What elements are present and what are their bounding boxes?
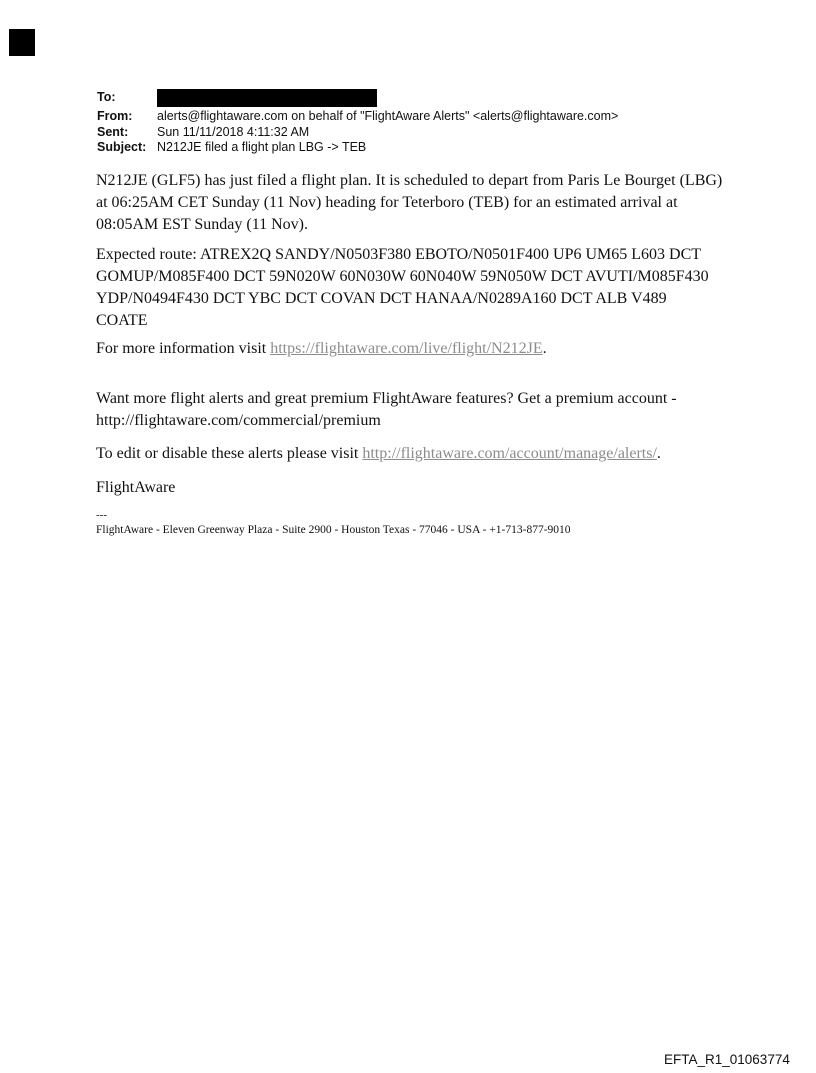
redaction-artifact-mark	[9, 29, 35, 56]
header-row-to	[97, 90, 618, 109]
header-row-sent	[97, 125, 618, 141]
more-info-period: .	[542, 340, 547, 357]
flight-plan-line: 08:05AM EST Sunday (11 Nov).	[96, 216, 308, 233]
premium-offer-line: http://flightaware.com/commercial/premium	[96, 412, 381, 429]
company-address-footer: FlightAware - Eleven Greenway Plaza - Suite 2900 - Houston Texas - 77046 - USA - +1-713-877-9010	[96, 524, 571, 536]
flight-plan-paragraph	[96, 170, 776, 236]
more-info-text: For more information visit	[96, 340, 271, 357]
manage-alerts-period: .	[656, 445, 661, 462]
manage-alerts-link[interactable]: http://flightaware.com/account/manage/alerts/	[362, 445, 657, 462]
flight-plan-line: N212JE (GLF5) has just filed a flight plan. It is scheduled to depart from Paris Le Bourget (LBG)	[96, 172, 723, 189]
from-value: alerts@flightaware.com on behalf of "FlightAware Alerts" <alerts@flightaware.com>	[157, 109, 619, 123]
route-line: GOMUP/M085F400 DCT 59N020W 60N030W 60N040W 59N050W DCT AVUTI/M085F430	[96, 268, 709, 285]
email-body	[96, 170, 776, 537]
route-line: COATE	[96, 312, 148, 329]
flight-tracking-link[interactable]: https://flightaware.com/live/flight/N212JE	[270, 340, 543, 357]
manage-alerts-text: To edit or disable these alerts please visit	[96, 445, 363, 462]
email-header	[97, 90, 618, 156]
sent-value: Sun 11/11/2018 4:11:32 AM	[157, 124, 310, 139]
from-label: From:	[97, 109, 133, 123]
expected-route-paragraph	[96, 244, 776, 332]
subject-value: N212JE filed a flight plan LBG -> TEB	[157, 140, 367, 154]
sent-label: Sent:	[97, 124, 129, 139]
signature: FlightAware	[96, 479, 176, 496]
to-redaction-bar	[157, 89, 377, 107]
premium-offer-paragraph	[96, 388, 776, 432]
route-line: Expected route: ATREX2Q SANDY/N0503F380 EBOTO/N0501F400 UP6 UM65 L603 DCT	[96, 246, 702, 263]
premium-offer-line: Want more flight alerts and great premium FlightAware features? Get a premium account -	[96, 390, 677, 407]
signature-separator: ---	[96, 509, 107, 521]
more-info-paragraph	[96, 338, 776, 360]
subject-label: Subject:	[97, 140, 147, 154]
manage-alerts-paragraph	[96, 443, 776, 465]
flight-plan-line: at 06:25AM CET Sunday (11 Nov) heading for Teterboro (TEB) for an estimated arrival at	[96, 194, 678, 211]
bates-number: EFTA_R1_01063774	[664, 1052, 790, 1067]
route-line: YDP/N0494F430 DCT YBC DCT COVAN DCT HANAA/N0289A160 DCT ALB V489	[96, 290, 667, 307]
header-row-subject	[97, 140, 618, 156]
header-row-from	[97, 109, 618, 125]
to-label: To:	[97, 90, 116, 104]
